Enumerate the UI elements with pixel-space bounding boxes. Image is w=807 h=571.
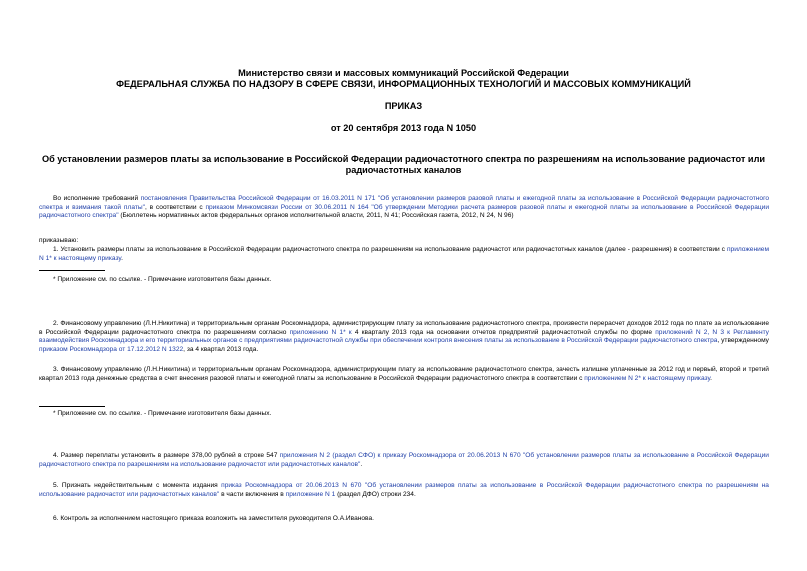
service-name: ФЕДЕРАЛЬНАЯ СЛУЖБА ПО НАДЗОРУ В СФЕРЕ СВЯЗИ, ИНФОРМАЦИОННЫХ ТЕХНОЛОГИЙ И МАССОВЫХ КОММУНИКАЦИЙ <box>116 79 691 89</box>
regulation-appendices-link[interactable]: приложений N 2, N 3 к Регламенту взаимодействия Роскомнадзора и его территориальных органов с предприятиями радиочастотной службы при обеспечении контроля внесения платы за использование в Российской Федерации радиочастотного спектра <box>39 328 769 345</box>
document-date-number: от 20 сентября 2013 года N 1050 <box>330 123 477 133</box>
document-type: ПРИКАЗ <box>384 101 423 111</box>
paragraph-2: 2. Финансовому управлению (Л.Н.Никитина) и территориальным органам Роскомнадзора, администрирующим плату за использование радиочастотного спектра, произвести перерасчет доходов 2012 года по плате за использование в Российской Федерации радиочастотного спектра по разрешениям согласно приложению N 1* к 4 кварталу 2013 года на основании отчетов предприятий радиочастотной службы по форме приложений N 2, N 3 к Регламенту взаимодействия Роскомнадзора и его территориальных органов с предприятиями радиочастотной службы при обеспечении контроля внесения платы за использование в Российской Федерации радиочастотного спектра, утвержденному приказом Роскомнадзора от 17.12.2012 N 1322, за 4 квартал 2013 года. <box>39 320 769 353</box>
document-title-line2: радиочастотных каналов <box>345 165 462 175</box>
appendix-1-order-670-link[interactable]: приложение N 1 <box>285 490 336 498</box>
footnote-separator <box>39 270 105 271</box>
order-670-link[interactable]: приказ Роскомнадзора от 20.06.2013 N 670 "Об установлении размеров платы за использование в Российской Федерации радиочастотного спектра по разрешениям на использование радиочастот или радиочастотных каналов" <box>39 482 769 498</box>
order-670-appendix-2-link[interactable]: приложения N 2 (раздел СФО) к приказу Роскомнадзора от 20.06.2013 N 670 "Об установлении размеров платы за использование в Российской Федерации радиочастотного спектра по разрешениям на использование радиочастот или радиочастотных каналов" <box>39 452 769 468</box>
footnote-1: * Приложение см. по ссылке. - Примечание изготовителя базы данных. <box>53 276 272 283</box>
paragraph-4: 4. Размер переплаты установить в размере 378,00 рублей в строке 547 приложения N 2 (раздел СФО) к приказу Роскомнадзора от 20.06.2013 N 670 "Об установлении размеров платы за использование в Российской Федерации радиочастотного спектра по разрешениям на использование радиочастот или радиочастотных каналов". <box>39 452 769 468</box>
footnote-separator-2 <box>39 406 105 407</box>
document-title-line1: Об установлении размеров платы за использование в Российской Федерации радиочастотного спектра по разрешениям на использование радиочастот или <box>41 154 766 164</box>
paragraph-6: 6. Контроль за исполнением настоящего приказа возложить на заместителя руководителя О.А.Иванова. <box>53 515 374 522</box>
footnote-2: * Приложение см. по ссылке. - Примечание изготовителя базы данных. <box>53 410 272 417</box>
appendix-2-link[interactable]: приложением N 2* к настоящему приказу <box>584 374 711 382</box>
appendix-1-link[interactable]: приложением N 1* к настоящему приказу <box>39 246 769 262</box>
order-1322-link[interactable]: приказом Роскомнадзора от 17.12.2012 N 1322 <box>39 345 184 353</box>
order-164-link[interactable]: приказом Минкомсвязи России от 30.06.2011 N 164 "Об утверждении Методики расчета размеров разовой платы и ежегодной платы за использование в Российской Федерации радиочастотного спектра" <box>39 203 769 220</box>
intro-paragraph: Во исполнение требований постановления Правительства Российской Федерации от 16.03.2011 N 171 "Об установлении размеров разовой платы и ежегодной платы за использование в Российской Федерации радиочастотного спектра и взимания такой платы", в соответствии с приказом Минкомсвязи России от 30.06.2011 N 164 "Об утверждении Методики расчета размеров разовой платы и ежегодной платы за использование в Российской Федерации радиочастотного спектра" (Бюллетень нормативных актов федеральных органов исполнительной власти, 2011, N 41; Российская газета, 2012, N 24, N 96) <box>39 195 769 220</box>
paragraph-1: 1. Установить размеры платы за использование в Российской Федерации радиочастотного спектра по разрешениям на использование радиочастот или радиочастотных каналов (далее - разрешения) в соответствии с приложением N 1* к настоящему приказу. <box>39 246 769 262</box>
appendix-1-link-2[interactable]: приложению N 1* к <box>289 328 352 336</box>
order-word: приказываю: <box>39 237 79 244</box>
paragraph-5: 5. Признать недействительным с момента издания приказ Роскомнадзора от 20.06.2013 N 670 "Об установлении размеров платы за использование в Российской Федерации радиочастотного спектра по разрешениям на использование радиочастот или радиочастотных каналов" в части включения в приложение N 1 (раздел ДФО) строки 234. <box>39 482 769 498</box>
paragraph-3: 3. Финансовому управлению (Л.Н.Никитина) и территориальным органам Роскомнадзора, администрирующим плату за использование радиочастотного спектра, зачесть излишне уплаченные за 2012 год и первый, второй и третий квартал 2013 года денежные средства в счет внесения разовой платы и ежегодной платы за использование в Российской Федерации радиочастотного спектра в соответствии с приложением N 2* к настоящему приказу. <box>39 366 769 382</box>
decree-171-link[interactable]: постановления Правительства Российской Федерации от 16.03.2011 N 171 "Об установлении размеров разовой платы и ежегодной платы за использование в Российской Федерации радиочастотного спектра и взимания такой платы" <box>39 195 769 211</box>
ministry-name: Министерство связи и массовых коммуникаций Российской Федерации <box>238 68 569 78</box>
